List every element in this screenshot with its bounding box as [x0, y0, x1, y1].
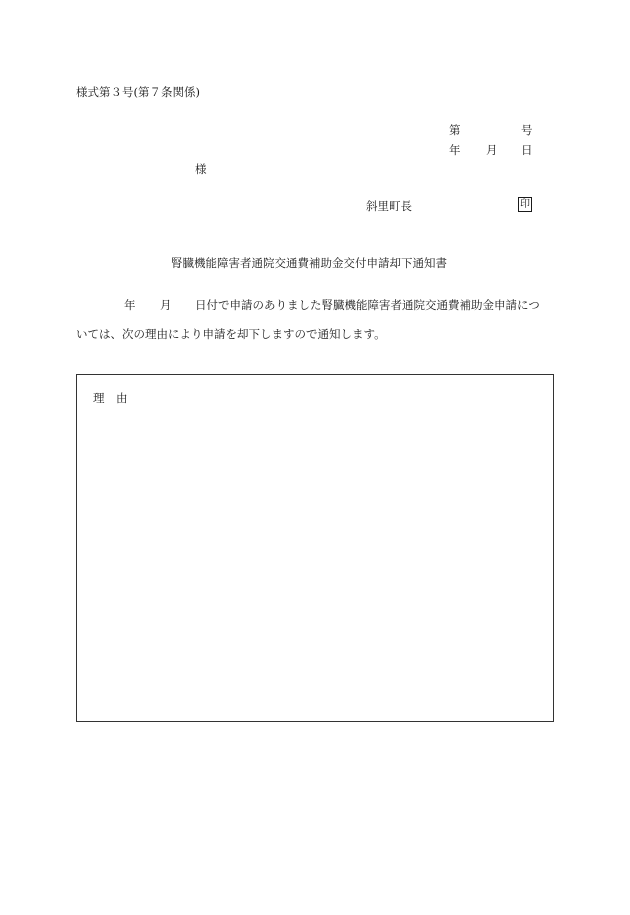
date-year-label: 年: [449, 143, 461, 157]
seal-stamp-icon: 印: [520, 199, 530, 210]
date-day-label: 日: [521, 143, 533, 157]
body-month-label: 月: [160, 298, 172, 312]
reason-label: 理 由: [93, 391, 128, 405]
document-number-label: 第: [449, 123, 461, 137]
date-month-label: 月: [486, 143, 498, 157]
document-title: 腎臓機能障害者通院交通費補助金交付申請却下通知書: [171, 256, 447, 270]
body-text-line-2: いては、次の理由により申請を却下しますので通知します。: [76, 327, 386, 341]
issuer-name: 斜里町長: [366, 199, 412, 213]
document-number-suffix: 号: [521, 123, 533, 137]
form-number: 様式第３号(第７条関係): [76, 85, 200, 99]
body-year-label: 年: [124, 298, 136, 312]
addressee-honorific: 様: [195, 162, 207, 176]
reason-box[interactable]: [76, 374, 554, 722]
body-text-line-1: 日付で申請のありました腎臓機能障害者通院交通費補助金申請につ: [195, 298, 540, 312]
